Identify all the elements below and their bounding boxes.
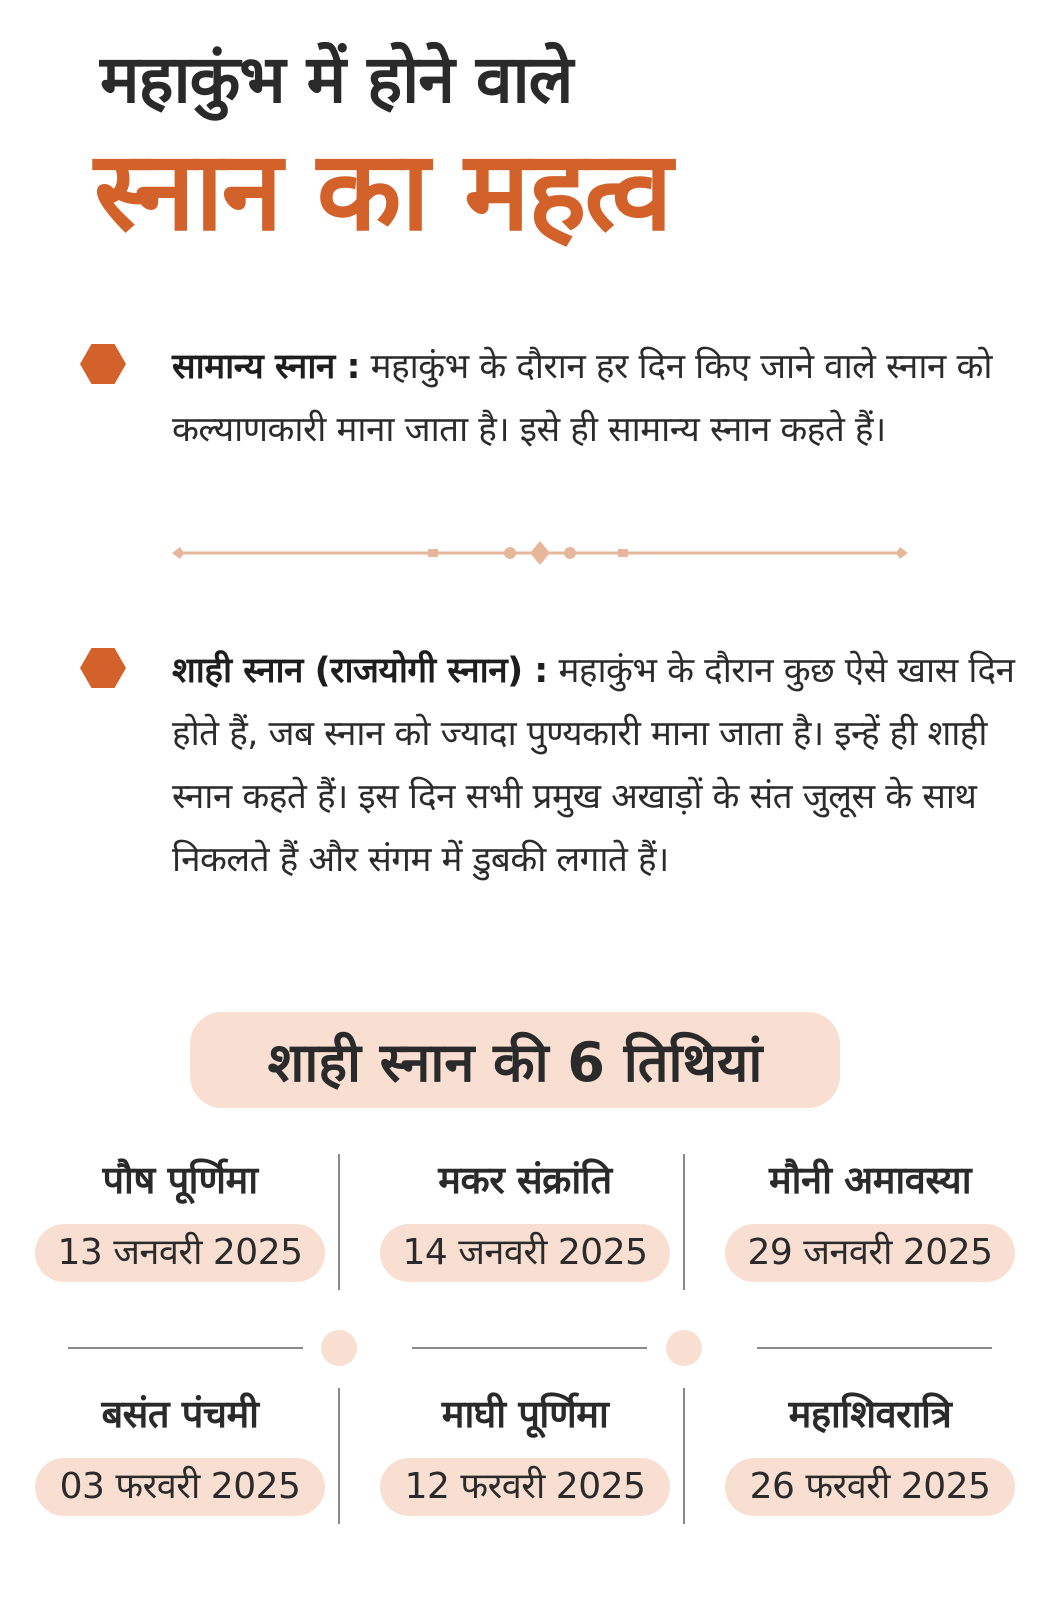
date-value: 12 फरवरी 2025 bbox=[380, 1458, 670, 1516]
bullet-text bbox=[172, 336, 1020, 462]
hexagon-bullet-icon bbox=[80, 344, 126, 384]
date-name: मौनी अमावस्या bbox=[768, 1158, 972, 1202]
date-name: मकर संक्रांति bbox=[438, 1158, 612, 1202]
date-card bbox=[20, 1150, 340, 1282]
dates-grid bbox=[20, 1150, 1030, 1540]
bullet-label: सामान्य स्नान : bbox=[172, 347, 360, 387]
date-value: 13 जनवरी 2025 bbox=[35, 1224, 325, 1282]
date-name: माघी पूर्णिमा bbox=[441, 1392, 609, 1436]
header bbox=[94, 40, 1000, 256]
date-card bbox=[710, 1150, 1030, 1282]
row-divider bbox=[757, 1347, 992, 1349]
date-name: बसंत पंचमी bbox=[101, 1392, 259, 1436]
date-card bbox=[365, 1384, 685, 1516]
column-divider bbox=[338, 1388, 340, 1524]
date-name: महाशिवरात्रि bbox=[788, 1392, 952, 1436]
bullet-general-bath bbox=[80, 336, 1020, 462]
date-card bbox=[20, 1384, 340, 1516]
column-divider bbox=[683, 1154, 685, 1290]
date-value: 29 जनवरी 2025 bbox=[725, 1224, 1015, 1282]
divider-dot bbox=[321, 1330, 357, 1366]
divider-dot bbox=[666, 1330, 702, 1366]
date-card bbox=[365, 1150, 685, 1282]
column-divider bbox=[338, 1154, 340, 1290]
date-name: पौष पूर्णिमा bbox=[102, 1158, 258, 1202]
bullet-label: शाही स्नान (राजयोगी स्नान) : bbox=[172, 651, 548, 691]
bullet-body: महाकुंभ के दौरान कुछ ऐसे खास दिन होते हैं, जब स्नान को ज्यादा पुण्यकारी माना जाता है। इन्हें ही शाही स्नान कहते हैं। इस दिन सभी प्रमुख अखाड़ों के संत जुलूस के साथ निकलते हैं और संगम में डुबकी लगाते हैं। bbox=[172, 651, 1015, 880]
bullet-royal-bath bbox=[80, 640, 1020, 892]
hexagon-bullet-icon bbox=[80, 648, 126, 688]
page-subtitle: महाकुंभ में होने वाले bbox=[100, 41, 573, 118]
ornamental-divider bbox=[170, 538, 910, 568]
row-divider bbox=[68, 1347, 303, 1349]
row-divider bbox=[412, 1347, 647, 1349]
date-value: 03 फरवरी 2025 bbox=[35, 1458, 325, 1516]
dates-heading: शाही स्नान की 6 तिथियां bbox=[190, 1012, 840, 1108]
date-value: 26 फरवरी 2025 bbox=[725, 1458, 1015, 1516]
column-divider bbox=[683, 1388, 685, 1524]
bullet-text bbox=[172, 640, 1020, 892]
page-title: स्नान का महत्व bbox=[94, 127, 671, 256]
date-value: 14 जनवरी 2025 bbox=[380, 1224, 670, 1282]
date-card bbox=[710, 1384, 1030, 1516]
bullet-body: महाकुंभ के दौरान हर दिन किए जाने वाले स्नान को कल्याणकारी माना जाता है। इसे ही सामान्य स्नान कहते हैं। bbox=[172, 347, 992, 450]
